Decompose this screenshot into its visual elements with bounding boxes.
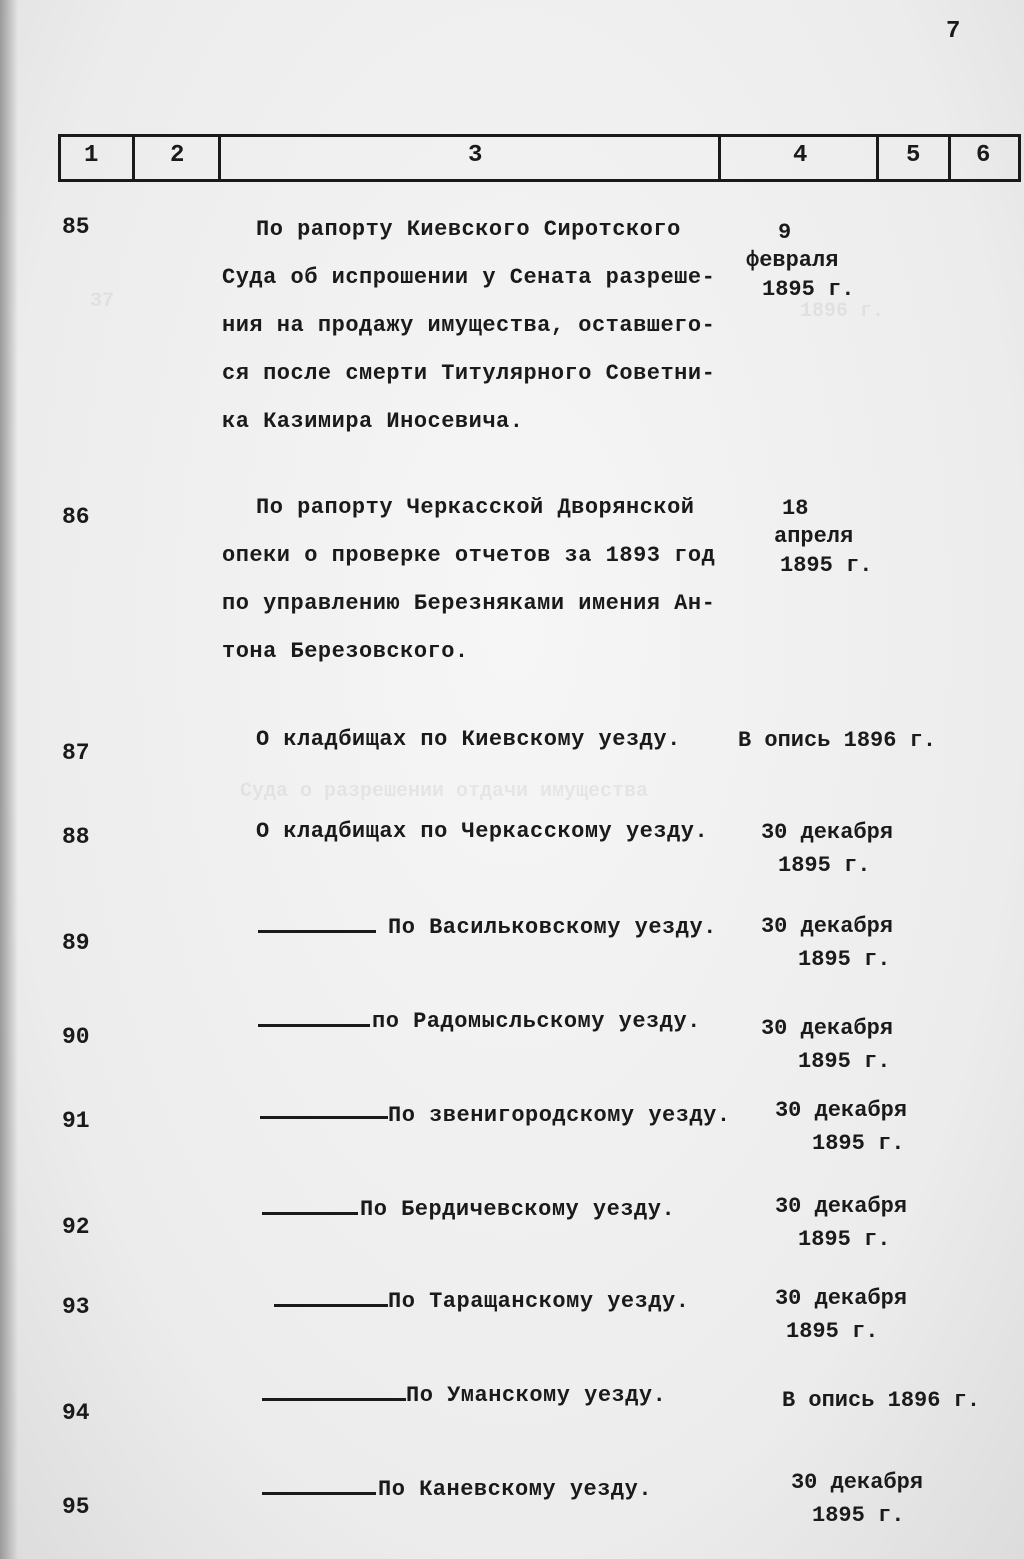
date-line: 1895 г. (798, 1227, 891, 1252)
row-description (222, 206, 715, 446)
row-date (752, 816, 902, 882)
row-description: по Радомысльскому уезду. (372, 1009, 701, 1034)
row-number: 89 (62, 930, 90, 956)
date-line: 1895 г. (812, 1131, 905, 1156)
date-line: 30 декабря (774, 1194, 908, 1219)
date-line: 1895 г. (778, 853, 871, 878)
row-date (766, 1282, 916, 1348)
description-line: ка Казимира Иносевича. (222, 409, 524, 434)
date-line: 18 (782, 496, 809, 521)
ditto-dash (260, 1116, 388, 1119)
header-divider (218, 136, 221, 182)
row-number: 86 (62, 504, 90, 530)
row-description: По Бердичевскому уезду. (360, 1197, 676, 1222)
date-line: 1895 г. (798, 1049, 891, 1074)
ditto-dash (262, 1212, 358, 1215)
ditto-dash (262, 1398, 406, 1401)
row-date (766, 1094, 916, 1160)
date-line: 1895 г. (786, 1319, 879, 1344)
description-line: ния на продажу имущества, оставшего- (222, 313, 716, 338)
row-number: 92 (62, 1214, 90, 1240)
column-header-2: 2 (170, 142, 185, 169)
date-line: 30 декабря (760, 914, 894, 939)
row-description: По Васильковскому уезду. (388, 915, 717, 940)
row-number: 88 (62, 824, 90, 850)
page-number: 7 (946, 18, 961, 45)
row-description: По звенигородскому уезду. (388, 1103, 731, 1128)
row-number: 90 (62, 1024, 90, 1050)
date-line: 1895 г. (812, 1503, 905, 1528)
description-line: опеки о проверке отчетов за 1893 год (222, 543, 716, 568)
row-date (752, 1012, 902, 1078)
row-description: По Каневскому уезду. (378, 1477, 653, 1502)
row-description: О кладбищах по Киевскому уезду. (256, 727, 681, 752)
date-line: 1895 г. (798, 947, 891, 972)
row-number: 87 (62, 740, 90, 766)
header-divider (948, 136, 951, 182)
description-line: По рапорту Киевского Сиротского (256, 217, 681, 242)
ditto-dash (258, 1024, 370, 1027)
row-description (222, 484, 715, 676)
date-line: 30 декабря (774, 1098, 908, 1123)
description-line: По рапорту Черкасской Дворянской (256, 495, 695, 520)
column-header-5: 5 (906, 142, 921, 169)
row-number: 93 (62, 1294, 90, 1320)
date-line: 30 декабря (790, 1470, 924, 1495)
date-line: 30 декабря (774, 1286, 908, 1311)
date-line: февраля (746, 248, 839, 273)
row-number: 91 (62, 1108, 90, 1134)
row-date (752, 910, 902, 976)
bleed-through-mark: Суда о разрешении отдачи имущества (240, 780, 649, 803)
row-description: По Таращанскому уезду. (388, 1289, 690, 1314)
ditto-dash (262, 1492, 376, 1495)
date-line: 1895 г. (762, 277, 855, 302)
date-line: 30 декабря (760, 820, 894, 845)
ditto-dash (274, 1304, 388, 1307)
header-divider (132, 136, 135, 182)
page-edge-shadow (0, 0, 18, 1559)
date-line: 30 декабря (760, 1016, 894, 1041)
row-date: В опись 1896 г. (738, 728, 937, 753)
description-line: по управлению Березняками имения Ан- (222, 591, 716, 616)
row-date: В опись 1896 г. (782, 1388, 981, 1413)
description-line: тона Березовского. (222, 639, 469, 664)
date-line: 1895 г. (780, 553, 873, 578)
column-header-6: 6 (976, 142, 991, 169)
row-description: По Уманскому уезду. (406, 1383, 667, 1408)
row-number: 94 (62, 1400, 90, 1426)
row-number: 95 (62, 1494, 90, 1520)
header-divider (58, 136, 61, 182)
column-header-1: 1 (84, 142, 99, 169)
column-header (58, 134, 1021, 182)
row-date (766, 1190, 916, 1256)
bleed-through-mark: 1896 г. (800, 300, 885, 323)
header-divider (1018, 136, 1021, 182)
row-number: 85 (62, 214, 90, 240)
description-line: Суда об испрошении у Сената разреше- (222, 265, 716, 290)
description-line: ся после смерти Титулярного Советни- (222, 361, 716, 386)
bleed-through-mark: 37 (90, 290, 115, 313)
row-date (782, 1466, 932, 1532)
ditto-dash (258, 930, 376, 933)
date-line: апреля (774, 524, 854, 549)
row-description: О кладбищах по Черкасскому уезду. (256, 819, 709, 844)
row-date (740, 216, 870, 306)
date-line: 9 (778, 220, 792, 245)
header-divider (876, 136, 879, 182)
column-header-3: 3 (468, 142, 483, 169)
row-date (760, 492, 880, 582)
column-header-4: 4 (793, 142, 808, 169)
header-divider (718, 136, 721, 182)
